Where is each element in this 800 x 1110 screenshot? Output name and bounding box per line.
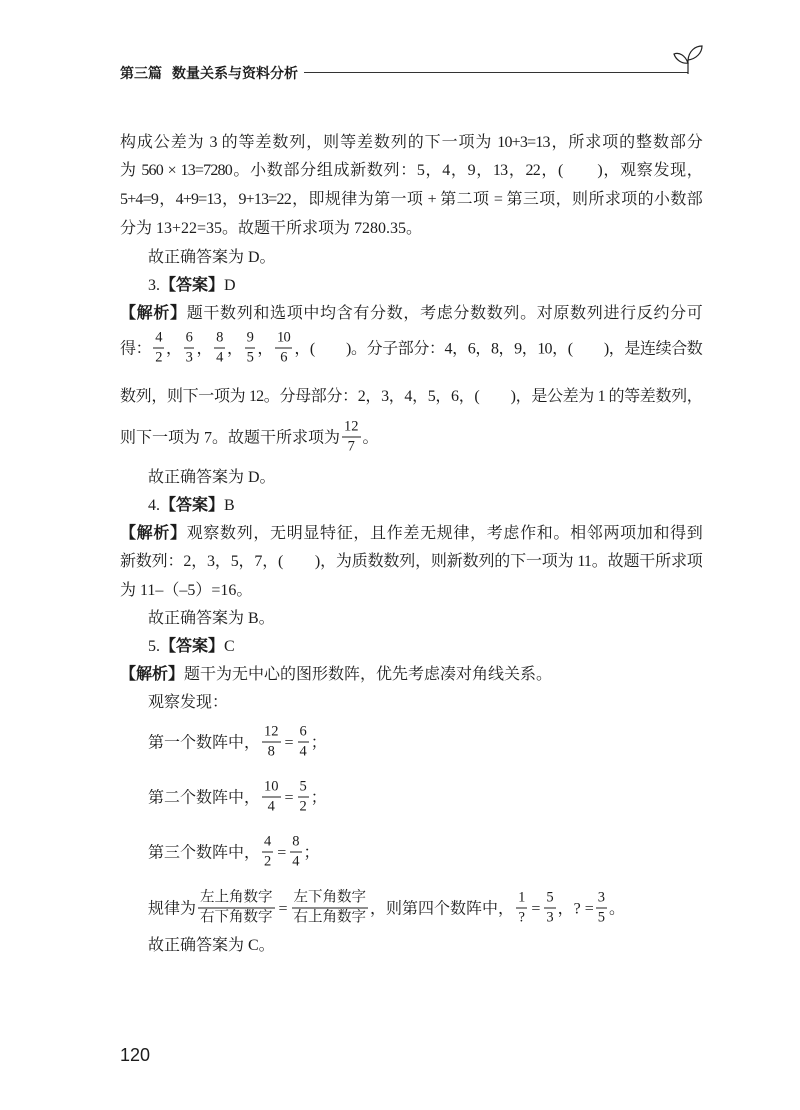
fraction [214, 331, 224, 366]
fraction-numerator: 左上角数字 [198, 891, 275, 909]
fraction-denominator: 4 [267, 798, 275, 815]
fraction [262, 780, 281, 815]
text-run: 新数列：2，3，5，7，( )，为质数数列，则新数列的下一项为 11。故题干所求项 [120, 553, 702, 570]
fraction-denominator: 8 [267, 743, 275, 760]
answer-letter: C [224, 638, 235, 655]
equals-sign: = [277, 844, 287, 862]
text-run: ； [310, 734, 327, 752]
sprout-icon [668, 40, 704, 76]
text-line [120, 579, 702, 603]
text-run: 第二个数阵中， [148, 789, 261, 807]
answer-conclusion [148, 246, 702, 270]
text-run: 数列，则下一项为 12。分母部分：2，3，4，5，6，( )，是公差为 1 的等差数列， [120, 388, 702, 405]
fraction [516, 891, 527, 926]
header-section: 第三篇 [120, 65, 162, 81]
equals-sign: = [278, 900, 288, 918]
fraction-denominator: 右下角数字 [200, 909, 273, 926]
text-run: ， [165, 340, 182, 358]
text-run: 为 11–（–5）=16。 [120, 582, 253, 599]
fraction [262, 725, 281, 760]
fraction [596, 891, 607, 926]
text-run: 则下一项为 7。故题干所求项为 [120, 429, 341, 447]
fraction [292, 891, 369, 926]
text-run: 5+4=9，4+9=13，9+13=22，即规律为第一项 + 第二项 = 第三项，则所求项的小数部 [120, 191, 702, 208]
answer-heading [148, 274, 702, 298]
header-rule [304, 72, 688, 73]
fraction [544, 891, 555, 926]
fraction-numerator: 4 [262, 835, 273, 853]
fraction-numerator: 6 [184, 331, 194, 349]
fraction-numerator: 10 [275, 331, 292, 349]
text-line [120, 663, 702, 687]
fraction-denominator: 3 [185, 349, 193, 366]
equals-sign: = [284, 734, 294, 752]
answer-label: 【答案】 [160, 277, 225, 294]
text-line [120, 329, 702, 368]
fraction-numerator: 10 [262, 780, 281, 798]
text-line [120, 550, 702, 574]
question-number: 5. [148, 638, 160, 655]
equation-line [148, 723, 702, 762]
text-run: 题干数列和选项中均含有分数，考虑分数数列。对原数列进行反约分可 [186, 305, 702, 322]
answer-label: 【答案】 [160, 497, 225, 514]
equals-sign: = [531, 900, 541, 918]
text-run: 题干为无中心的图形数阵，优先考虑凑对角线关系。 [184, 666, 553, 683]
fraction-numerator: 4 [153, 331, 163, 349]
fraction [298, 725, 309, 760]
text-run: 观察数列，无明显特征，且作差无规律，考虑作和。相邻两项加和得到 [186, 525, 702, 542]
text-run: 故正确答案为 C。 [148, 937, 275, 954]
answer-label: 【答案】 [160, 638, 225, 655]
answer-conclusion [148, 607, 702, 631]
fraction [262, 835, 273, 870]
answer-letter: D [224, 277, 236, 294]
text-run: ， [257, 340, 274, 358]
answer-letter: B [224, 497, 235, 514]
text-run: 故正确答案为 B。 [148, 610, 275, 627]
sprout-leaf-left [674, 53, 688, 63]
equation-line [148, 778, 702, 817]
analysis-label: 【解析】 [120, 666, 185, 683]
fraction [298, 780, 309, 815]
answer-heading [148, 494, 702, 518]
fraction [245, 331, 255, 366]
equation-line [148, 889, 702, 928]
text-run: 为 560 × 13=7280。小数部分组成新数列：5，4，9，13，22，( )，观察发现， [120, 162, 702, 179]
fraction-numerator: 8 [290, 835, 301, 853]
fraction [198, 891, 275, 926]
fraction [275, 331, 292, 366]
text-run: 规律为 [148, 900, 197, 918]
answer-conclusion [148, 466, 702, 490]
fraction-denominator: 4 [292, 853, 300, 870]
text-run: 。 [608, 900, 625, 918]
fraction-denominator: 4 [216, 349, 223, 366]
fraction-numerator: 8 [214, 331, 224, 349]
fraction-denominator: 4 [299, 743, 307, 760]
answer-heading [148, 635, 702, 659]
text-run: 第一个数阵中， [148, 734, 261, 752]
text-run: ， [196, 340, 213, 358]
answer-conclusion [148, 934, 702, 958]
text-line [120, 131, 702, 155]
text-run: ； [303, 844, 320, 862]
fraction-denominator: 5 [246, 349, 254, 366]
equation-line [148, 833, 702, 872]
fraction-numerator: 5 [544, 891, 555, 909]
fraction-denominator: 右上角数字 [293, 909, 367, 926]
text-run: ，则第四个数阵中， [370, 900, 515, 918]
analysis-label: 【解析】 [120, 525, 187, 542]
fraction-denominator: 7 [347, 438, 355, 455]
fraction-numerator: 6 [298, 725, 309, 743]
page-number: 120 [120, 1045, 151, 1065]
fraction-denominator: ? [518, 909, 525, 926]
text-line [120, 385, 702, 409]
text-line [120, 522, 702, 546]
fraction-numerator: 12 [262, 725, 281, 743]
text-line [120, 159, 702, 183]
text-line [120, 302, 702, 326]
fraction-denominator: 3 [546, 909, 554, 926]
text-run: ； [310, 789, 327, 807]
text-run: ， [226, 340, 243, 358]
text-run: 故正确答案为 D。 [148, 469, 276, 486]
fraction-numerator: 12 [342, 420, 361, 438]
text-line [148, 691, 702, 715]
fraction-denominator: 5 [597, 909, 605, 926]
text-run: 故正确答案为 D。 [148, 249, 276, 266]
text-run: 构成公差为 3 的等差数列，则等差数列的下一项为 10+3=13，所求项的整数部分 [120, 134, 702, 151]
text-run: 分为 13+22=35。故题干所求项为 7280.35。 [120, 220, 423, 237]
equals-sign: = [284, 789, 294, 807]
text-run: 。 [362, 429, 379, 447]
text-run: ，( )。分子部分：4，6，8，9，10，( )，是连续合数 [293, 340, 702, 358]
text-run: 第三个数阵中， [148, 844, 261, 862]
fraction-numerator: 9 [245, 331, 255, 349]
fraction-denominator: 2 [155, 349, 162, 366]
fraction-numerator: 5 [298, 780, 309, 798]
fraction [184, 331, 194, 366]
fraction-numerator: 左下角数字 [292, 891, 369, 909]
fraction [290, 835, 301, 870]
text-run: ，? = [557, 900, 594, 918]
header-title: 数量关系与资料分析 [172, 65, 298, 81]
fraction-denominator: 6 [280, 349, 287, 366]
sprout-leaf-right [688, 46, 702, 60]
text-run: 得： [120, 340, 152, 358]
text-line [120, 217, 702, 241]
question-number: 3. [148, 277, 160, 294]
fraction-denominator: 2 [264, 853, 272, 870]
fraction-numerator: 1 [516, 891, 527, 909]
text-run: 观察发现： [148, 694, 229, 711]
fraction-numerator: 3 [596, 891, 607, 909]
analysis-label: 【解析】 [120, 305, 187, 322]
fraction-denominator: 2 [299, 798, 307, 815]
fraction [342, 420, 361, 455]
text-line [120, 418, 702, 457]
text-line [120, 188, 702, 212]
question-number: 4. [148, 497, 160, 514]
fraction [153, 331, 163, 366]
